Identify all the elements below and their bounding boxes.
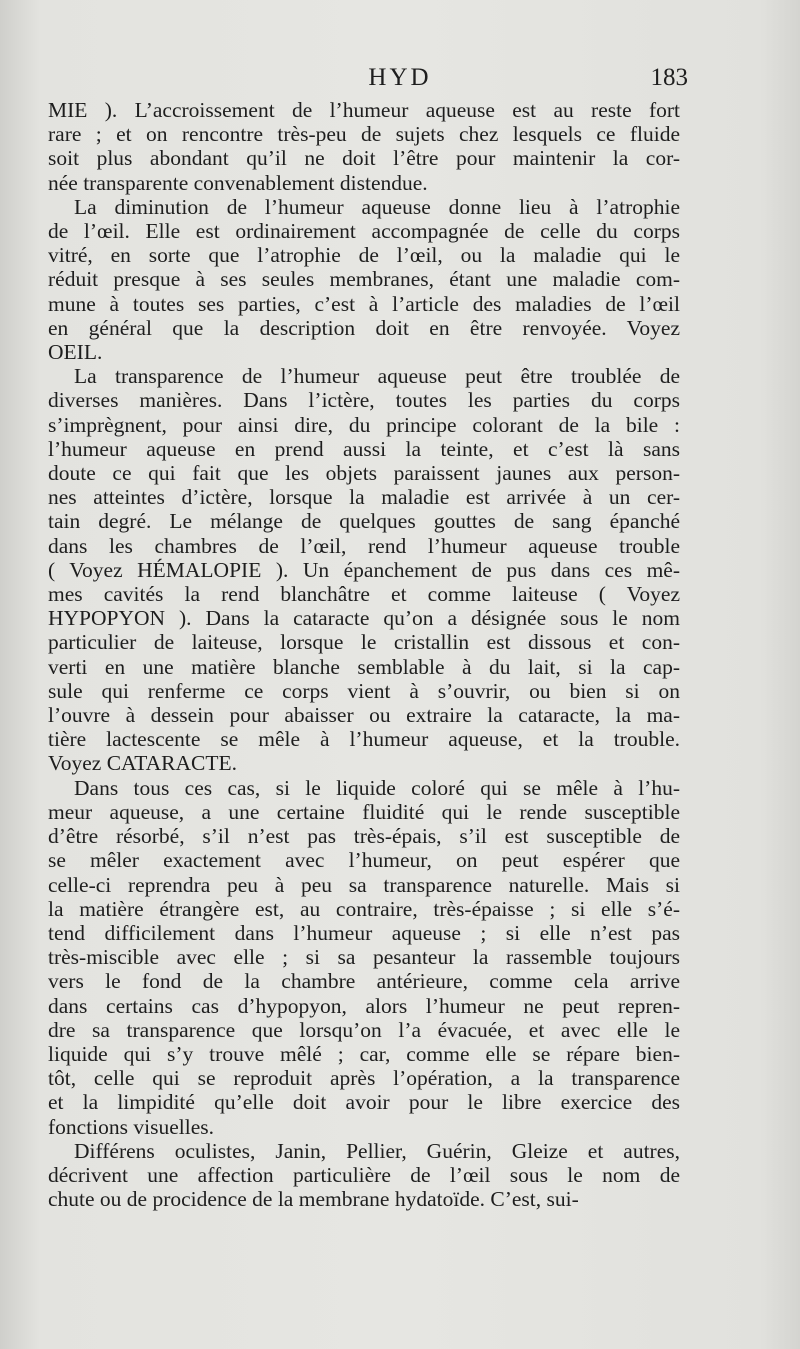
running-head: HYD (368, 64, 432, 91)
text-line: Dans tous ces cas, si le liquide coloré qui se mêle à l’hu- (74, 775, 680, 800)
paragraph (48, 776, 680, 1139)
text-line: réduit presque à ses seules membranes, étant une maladie com- (48, 267, 680, 292)
text-line: particulier de laiteuse, lorsque le cristallin est dissous et con- (48, 630, 680, 655)
paragraph (48, 1139, 680, 1212)
text-line: de l’œil. Elle est ordinairement accompagnée de celle du corps (48, 219, 680, 244)
text-line: rare ; et on rencontre très-peu de sujets chez lesquels ce fluide (48, 122, 680, 147)
text-line: d’être résorbé, s’il n’est pas très-épais, s’il est susceptible de (48, 824, 680, 849)
body-text (48, 98, 680, 1211)
text-line: très-miscible avec elle ; si sa pesanteur la rassemble toujours (48, 945, 680, 970)
text-line: fonctions visuelles. (48, 1114, 215, 1139)
text-line: liquide qui s’y trouve mêlé ; car, comme elle se répare bien- (48, 1041, 680, 1066)
text-line: décrivent une affection particulière de l’œil sous le nom de (48, 1162, 680, 1187)
text-line: en général que la description doit en être renvoyée. Voyez (48, 315, 680, 340)
text-line: Voyez CATARACTE. (48, 751, 237, 776)
text-line: soit plus abondant qu’il ne doit l’être pour maintenir la cor- (48, 146, 680, 171)
text-line: la matière étrangère est, au contraire, très-épaisse ; si elle s’é- (48, 896, 680, 921)
text-line: dans certains cas d’hypopyon, alors l’humeur ne peut repren- (48, 993, 680, 1018)
text-line: dans les chambres de l’œil, rend l’humeur aqueuse trouble (48, 533, 680, 558)
text-line: tain degré. Le mélange de quelques gouttes de sang épanché (48, 509, 680, 534)
text-line: La transparence de l’humeur aqueuse peut être troublée de (74, 364, 680, 389)
text-line: nes atteintes d’ictère, lorsque la maladie est arrivée à un cer- (48, 485, 680, 510)
text-line: et la limpidité qu’elle doit avoir pour le libre exercice des (48, 1090, 680, 1115)
text-line: mune à toutes ses parties, c’est à l’article des maladies de l’œil (48, 291, 680, 316)
text-line: tière lactescente se mêle à l’humeur aqueuse, et la trouble. (48, 727, 680, 752)
text-line: diverses manières. Dans l’ictère, toutes les parties du corps (48, 388, 680, 413)
paragraph (48, 98, 680, 195)
text-line: chute ou de procidence de la membrane hydatoïde. C’est, sui- (48, 1187, 579, 1212)
text-line: s’imprègnent, pour ainsi dire, du principe colorant de la bile : (48, 412, 680, 437)
text-line: dre sa transparence que lorsqu’on l’a évacuée, et avec elle le (48, 1017, 680, 1042)
page-header (0, 64, 800, 98)
text-line: vitré, en sorte que l’atrophie de l’œil, ou la maladie qui le (48, 243, 680, 268)
text-line: Différens oculistes, Janin, Pellier, Guérin, Gleize et autres, (74, 1138, 680, 1163)
text-line: l’humeur aqueuse en prend aussi la teinte, et c’est là sans (48, 436, 680, 461)
text-line: sule qui renferme ce corps vient à s’ouvrir, ou bien si on (48, 678, 680, 703)
text-line: née transparente convenablement distendue. (48, 170, 428, 195)
text-line: celle-ci reprendra peu à peu sa transparence naturelle. Mais si (48, 872, 680, 897)
text-line: vers le fond de la chambre antérieure, comme cela arrive (48, 969, 680, 994)
text-line: mes cavités la rend blanchâtre et comme laiteuse ( Voyez (48, 582, 680, 607)
text-line: l’ouvre à dessein pour abaisser ou extraire la cataracte, la ma- (48, 703, 680, 728)
paragraph (48, 195, 680, 364)
text-line: HYPOPYON ). Dans la cataracte qu’on a désignée sous le nom (48, 606, 680, 631)
text-line: tend difficilement dans l’humeur aqueuse ; si elle n’est pas (48, 920, 680, 945)
text-line: meur aqueuse, a une certaine fluidité qui le rende susceptible (48, 799, 680, 824)
text-line: doute ce qui fait que les objets paraissent jaunes aux person- (48, 461, 680, 486)
page-number: 183 (650, 64, 688, 91)
text-line: OEIL. (48, 340, 103, 365)
text-line: ( Voyez HÉMALOPIE ). Un épanchement de pus dans ces mê- (48, 557, 680, 582)
text-line: tôt, celle qui se reproduit après l’opération, a la transparence (48, 1066, 680, 1091)
text-line: se mêler exactement avec l’humeur, on peut espérer que (48, 848, 680, 873)
paragraph (48, 364, 680, 775)
text-line: verti en une matière blanche semblable à du lait, si la cap- (48, 654, 680, 679)
text-line: MIE ). L’accroissement de l’humeur aqueuse est au reste fort (48, 98, 680, 122)
text-line: La diminution de l’humeur aqueuse donne lieu à l’atrophie (74, 194, 680, 219)
